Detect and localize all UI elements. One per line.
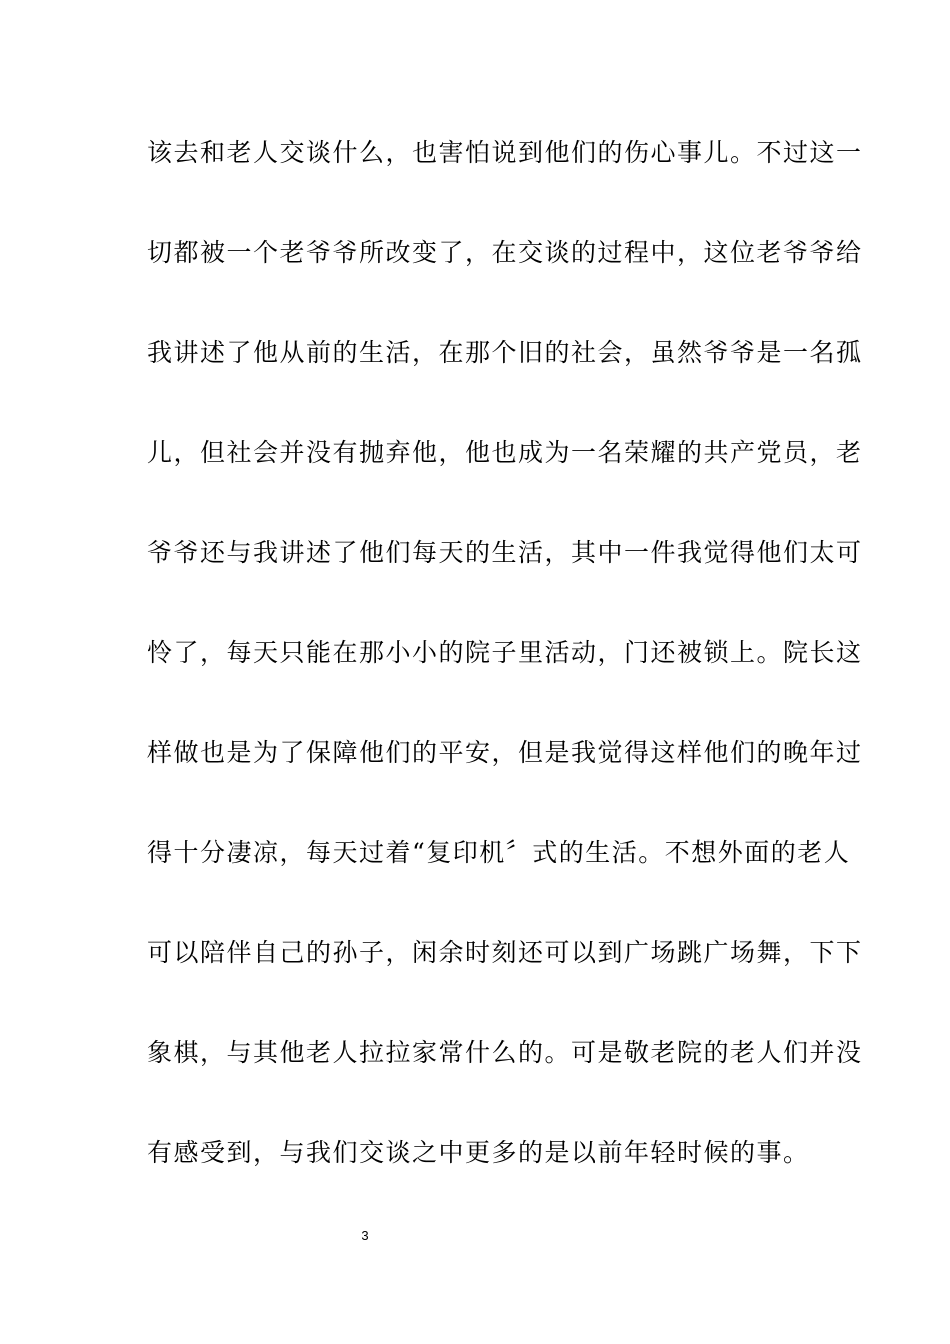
text-line: 切都被一个老爷爷所改变了，在交谈的过程中，这位老爷爷给 [147,238,863,267]
text-line: 象棋，与其他老人拉拉家常什么的。可是敬老院的老人们并没 [147,1038,863,1067]
text-line: 爷爷还与我讲述了他们每天的生活，其中一件我觉得他们太可 [147,538,863,567]
text-line: 可以陪伴自己的孙子，闲余时刻还可以到广场跳广场舞，下下 [147,938,863,967]
text-line: 该去和老人交谈什么，也害怕说到他们的伤心事儿。不过这一 [147,138,863,167]
page-number: 3 [361,1228,369,1243]
text-line: 有感受到，与我们交谈之中更多的是以前年轻时候的事。 [147,1138,810,1167]
text-line: 我讲述了他从前的生活，在那个旧的社会，虽然爷爷是一名孤 [147,338,863,367]
body-text [147,134,863,1234]
text-line: 怜了，每天只能在那小小的院子里活动，门还被锁上。院长这 [147,638,863,667]
text-line: 样做也是为了保障他们的平安，但是我觉得这样他们的晚年过 [147,738,863,767]
text-line: 儿，但社会并没有抛弃他，他也成为一名荣耀的共产党员，老 [147,438,863,467]
text-line: 得十分凄凉，每天过着“复印机〞式的生活。不想外面的老人 [147,838,851,867]
